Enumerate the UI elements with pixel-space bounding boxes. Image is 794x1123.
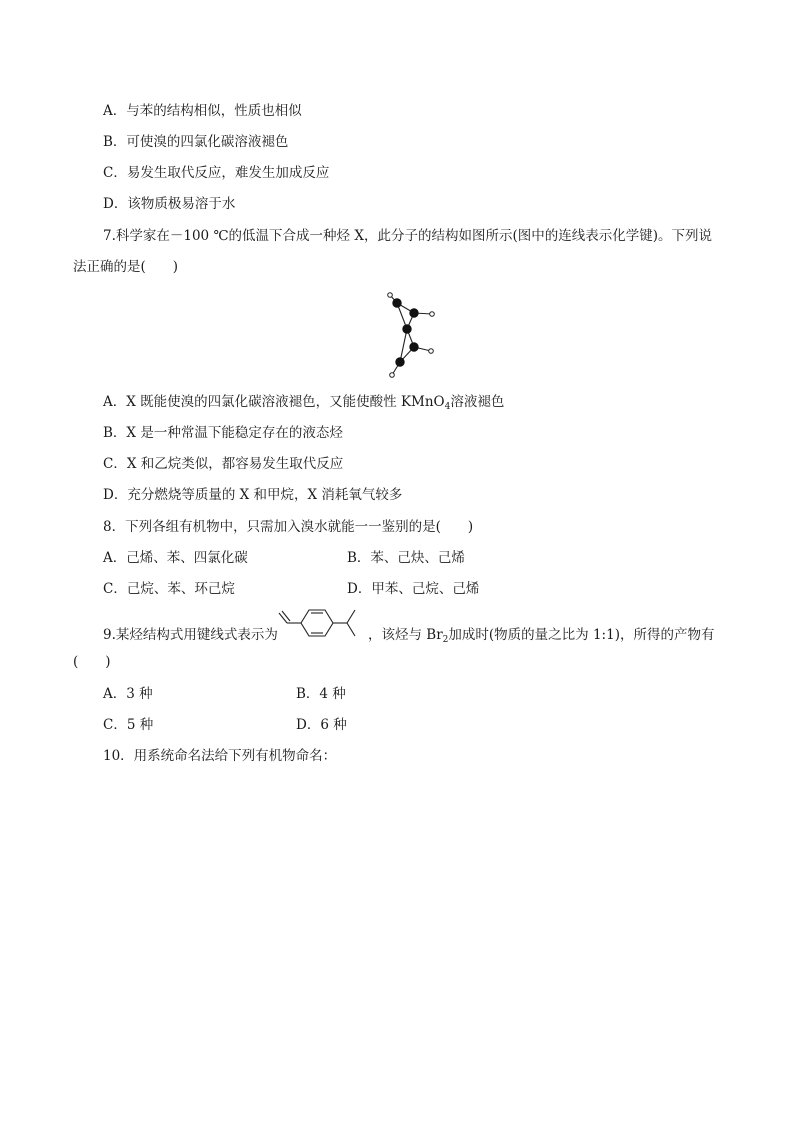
hydrogen-atom xyxy=(430,312,435,317)
q7-option-a-subscript: 4 xyxy=(444,402,451,412)
q8-option-c: C．己烷、苯、环己烷 xyxy=(103,581,235,597)
q10-stem: 10．用系统命名法给下列有机物命名： xyxy=(103,748,337,764)
q6-option-a: A．与苯的结构相似，性质也相似 xyxy=(103,103,302,119)
molecule-x-diagram xyxy=(375,285,475,385)
q8-stem: 8．下列各组有机物中，只需加入溴水就能一一鉴别的是( ) xyxy=(103,519,474,535)
q7-stem-line1: 7.科学家在－100 ℃的低温下合成一种烃 X，此分子的结构如图所示(图中的连线表示化学键)。下列说 xyxy=(103,228,712,244)
q7-option-c: C．X 和乙烷类似，都容易发生取代反应 xyxy=(103,456,344,472)
q9-stem-start: 9.某烃结构式用键线式表示为 xyxy=(103,627,278,643)
q9-option-c: C．5 种 xyxy=(103,717,154,733)
q9-stem-mid: ，该烃与 Br xyxy=(368,627,443,643)
carbon-atom xyxy=(393,299,401,307)
q6-option-c: C．易发生取代反应，难发生加成反应 xyxy=(103,165,330,181)
q8-option-d: D．甲苯、己烷、己烯 xyxy=(347,581,480,597)
carbon-atom xyxy=(410,343,418,351)
q9-option-a: A．3 种 xyxy=(103,686,153,702)
q6-option-d: D．该物质极易溶于水 xyxy=(103,196,236,212)
q8-option-b: B．苯、己炔、己烯 xyxy=(347,550,465,566)
q7-stem-line2: 法正确的是( ) xyxy=(73,259,179,275)
q9-stem-continuation xyxy=(368,626,714,644)
q8-option-a: A．己烯、苯、四氯化碳 xyxy=(103,550,248,566)
carbon-atom xyxy=(396,358,404,366)
q9-option-d: D．6 种 xyxy=(296,717,347,733)
carbon-atom xyxy=(410,309,418,317)
hydrogen-atom xyxy=(390,373,395,378)
q9-stem-end: 加成时(物质的量之比为 1:1)，所得的产物有 xyxy=(448,627,715,643)
q7-option-a-text: A．X 既能使溴的四氯化碳溶液褪色，又能使酸性 KMnO xyxy=(103,394,445,410)
hydrogen-atom xyxy=(429,349,434,354)
q9-option-b: B．4 种 xyxy=(296,686,346,702)
q6-option-b: B．可使溴的四氯化碳溶液褪色 xyxy=(103,134,289,150)
q9-br-subscript: 2 xyxy=(442,635,449,645)
q7-option-a xyxy=(103,393,504,411)
q9-stem-line2: ( ) xyxy=(73,654,111,670)
skeletal-formula-diagram xyxy=(276,606,376,642)
q7-option-d: D．充分燃烧等质量的 X 和甲烷，X 消耗氧气较多 xyxy=(103,487,403,503)
carbon-atom xyxy=(403,325,411,333)
q7-option-a-tail: 溶液褪色 xyxy=(450,394,505,410)
q7-option-b: B．X 是一种常温下能稳定存在的液态烃 xyxy=(103,425,343,441)
hydrogen-atom xyxy=(388,293,393,298)
